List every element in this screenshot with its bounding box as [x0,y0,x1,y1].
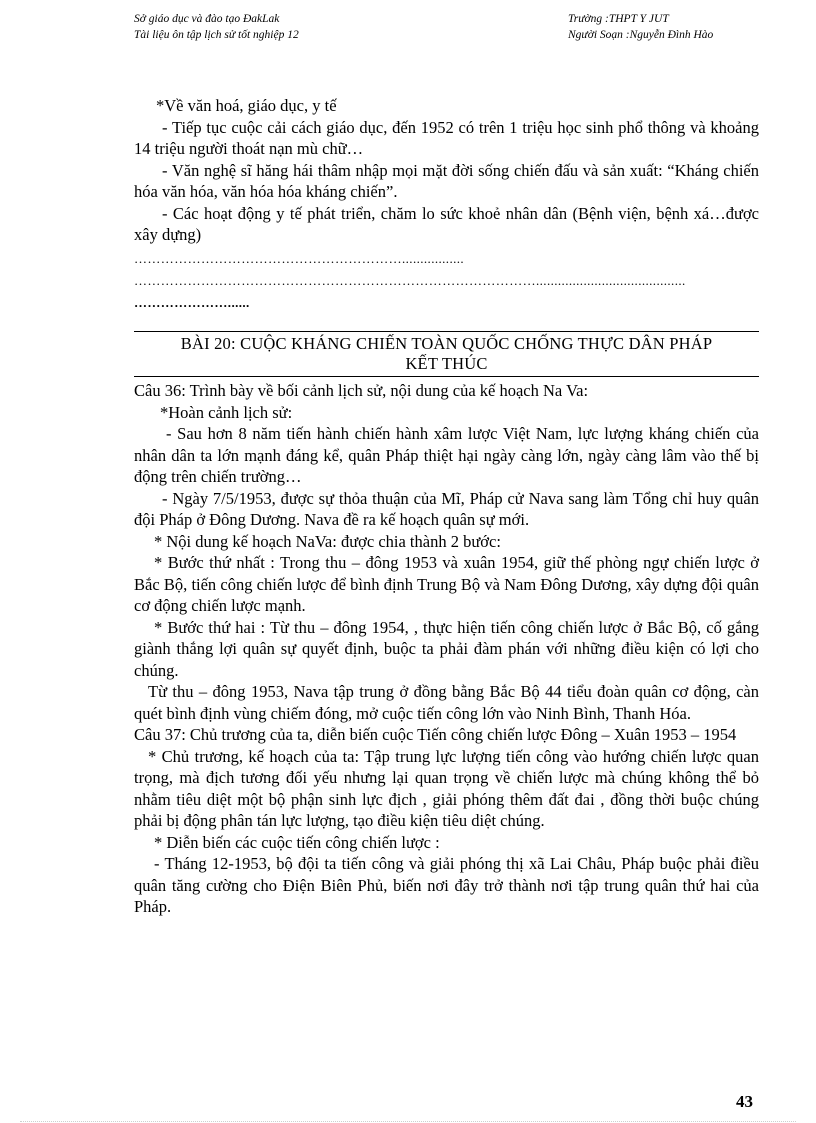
title-bottom-rule [134,376,759,377]
culture-paragraph: - Tiếp tục cuộc cải cách giáo dục, đến 1952 có trên 1 triệu học sinh phổ thông và khoảng 14 triệu người thoát nạn mù chữ… [134,117,759,158]
culture-paragraph: - Văn nghệ sĩ hăng hái thâm nhập mọi mặt đời sống chiến đấu và sản xuất: “Kháng chiến hóa văn hóa, văn hóa hóa kháng chiến”. [134,160,759,201]
header-subject: Tài liệu ôn tập lịch sử tốt nghiệp 12 [134,29,299,41]
culture-section [134,95,759,246]
question-37: Câu 37: Chủ trương của ta, diễn biến cuộc Tiến công chiến lược Đông – Xuân 1953 – 1954 [134,725,737,744]
header-left [134,11,299,43]
body-paragraph: - Sau hơn 8 năm tiến hành chiến hành xâm lược Việt Nam, lực lượng kháng chiến của nhân dân ta lớn mạnh đáng kể, quân Pháp thiệt hại ngày càng lớn, ngày càng lâm vào thế bị động trên chiến trường… [134,424,759,486]
context-heading: *Hoàn cảnh lịch sử: [160,402,293,422]
body-paragraph: * Chủ trương, kế hoạch của ta: Tập trung lực lượng tiến công vào hướng chiến lược quan trọng, mà địch tương đối yếu nhưng lại quan trọng về chiến lược mà chúng không thể bỏ nhằm tiêu diệt một bộ phận sinh lực địch , giải phóng thêm đất đai , đồng thời buộc chúng phải bị động phân tán lực lượng, tạo điều kiện tiêu diệt chúng. [134,746,759,830]
plan-heading: * Nội dung kế hoạch NaVa: được chia thành 2 bước: [154,531,501,551]
page-bottom-border [20,1121,796,1122]
answer-dotted-line: …………………...... [134,296,250,310]
header-school: Trường :THPT Y JUT [568,13,669,25]
events-heading: * Diễn biến các cuộc tiến công chiến lược : [154,832,440,852]
answer-dotted-line: ……………………………………………………................. [134,252,465,266]
lesson-body [134,380,759,918]
body-paragraph: - Ngày 7/5/1953, được sự thỏa thuận của Mĩ, Pháp cử Nava sang làm Tổng chỉ huy quân đội Pháp ở Đông Dương. Nava đề ra kế hoạch quân sự mới. [134,488,759,529]
plan-step: * Bước thứ nhất : Trong thu – đông 1953 và xuân 1954, giữ thế phòng ngự chiến lược ở Bắc Bộ, tiến công chiến lược để bình định Trung Bộ và Nam Đông Dương, xây dựng đội quân cơ động chiến lược mạnh. [134,553,759,615]
page-number: 43 [736,1092,753,1111]
lesson-title-line: KẾT THÚC [405,354,488,373]
header-right [568,11,713,43]
body-paragraph: - Tháng 12-1953, bộ đội ta tiến công và giải phóng thị xã Lai Châu, Pháp buộc phải điều quân tăng cường cho Điện Biên Phủ, biến nơi đây trở thành nơi tập trung quân thứ hai của Pháp. [134,854,759,916]
culture-heading: *Về văn hoá, giáo dục, y tế [156,96,337,115]
question-36: Câu 36: Trình bày về bối cảnh lịch sử, nội dung của kế hoạch Na Va: [134,381,589,400]
answer-dotted-line: ………………………………………………………………………………......................................... [134,274,686,288]
lesson-title [134,334,759,374]
body-paragraph: Từ thu – đông 1953, Nava tập trung ở đồng bằng Bắc Bộ 44 tiểu đoàn quân cơ động, càn quét bình định vùng chiếm đóng, mở cuộc tiến công lớn vào Ninh Bình, Thanh Hóa. [134,682,759,723]
header-department: Sở giáo dục và đào tạo ĐakLak [134,13,280,25]
plan-step: * Bước thứ hai : Từ thu – đông 1954, , thực hiện tiến công chiến lược ở Bắc Bộ, cố gắng giành thắng lợi quân sự quyết định, buộc ta phải đàm phán với những điều kiện có lợi cho chúng. [134,617,759,680]
header-author: Người Soạn :Nguyễn Đình Hào [568,29,714,41]
lesson-title-line: BÀI 20: CUỘC KHÁNG CHIẾN TOÀN QUỐC CHỐNG THỰC DÂN PHÁP [180,334,713,353]
culture-paragraph: - Các hoạt động y tế phát triển, chăm lo sức khoẻ nhân dân (Bệnh viện, bệnh xá…được xây dựng) [134,203,759,244]
title-top-rule [134,331,759,332]
